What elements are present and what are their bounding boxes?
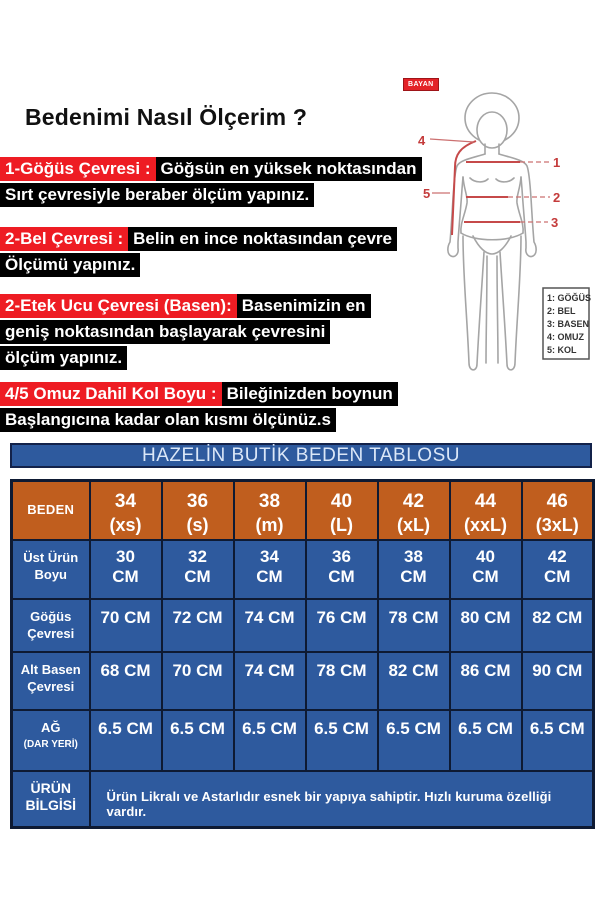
figure-right-leg: [500, 236, 521, 370]
size-tag: (3xL): [535, 515, 579, 535]
instruction-line: [0, 253, 440, 277]
row-label: ÜRÜN BİLGİSİ: [12, 771, 90, 828]
table-title: HAZELİN BUTİK BEDEN TABLOSU: [10, 443, 592, 468]
table-cell: 82 CM: [522, 599, 594, 652]
row-gogus-cevresi: [12, 599, 594, 652]
instruction-line: [0, 157, 440, 181]
row-ag-dar-yeri: [12, 710, 594, 771]
instruction-paragraph-kol: [0, 382, 440, 434]
size-num: 42: [402, 491, 425, 512]
row-label: Alt Basen Çevresi: [12, 652, 90, 710]
marker-4: 4: [418, 133, 426, 148]
table-cell: 78 CM: [378, 599, 450, 652]
product-info-text: Ürün Likralı ve Astarlıdır esnek bir yapıya sahiptir. Hızlı kuruma özelliği vardır.: [90, 771, 594, 828]
marker-2: 2: [553, 190, 561, 205]
instruction-label: 2-Bel Çevresi :: [0, 227, 128, 251]
size-col-40: [306, 481, 378, 540]
size-num: 44: [474, 491, 497, 512]
table-cell: 6.5 CM: [306, 710, 378, 771]
table-cell: 6.5 CM: [162, 710, 234, 771]
instruction-text: Göğsün en yüksek noktasından: [156, 157, 422, 181]
size-num: 34: [114, 491, 137, 512]
instruction-text: ölçüm yapınız.: [0, 346, 127, 370]
table-cell: 70 CM: [90, 599, 162, 652]
row-label: AĞ (DAR YERİ): [12, 710, 90, 771]
table-cell: 38 CM: [378, 540, 450, 599]
instruction-line: [0, 294, 440, 318]
table-cell: 78 CM: [306, 652, 378, 710]
table-cell: 80 CM: [450, 599, 522, 652]
header-beden: BEDEN: [12, 481, 90, 540]
instruction-label: 1-Göğüs Çevresi :: [0, 157, 156, 181]
row-urun-bilgisi: [12, 771, 594, 828]
table-cell: 40 CM: [450, 540, 522, 599]
figure-inner-legs: [486, 256, 498, 363]
figure-chest: [470, 178, 514, 182]
table-cell: 86 CM: [450, 652, 522, 710]
legend-item-kol: 5: KOL: [547, 345, 577, 355]
row-label: Üst Ürün Boyu: [12, 540, 90, 599]
table-cell: 6.5 CM: [522, 710, 594, 771]
instruction-text: Başlangıcına kadar olan kısmı ölçünüz.s: [0, 408, 336, 432]
instruction-text: Basenimizin en: [237, 294, 371, 318]
figure-outline: [448, 93, 536, 370]
marker-3: 3: [551, 215, 559, 230]
size-num: 36: [186, 491, 209, 512]
row-alt-basen-cevresi: [12, 652, 594, 710]
figure-legend: [543, 288, 591, 359]
instruction-line: [0, 346, 440, 370]
size-tag: (xxL): [463, 515, 507, 535]
size-tag: (L): [330, 515, 353, 535]
instruction-line: [0, 183, 440, 207]
instruction-line: [0, 382, 440, 406]
table-cell: 70 CM: [162, 652, 234, 710]
table-cell: 82 CM: [378, 652, 450, 710]
instruction-label: 2-Etek Ucu Çevresi (Basen):: [0, 294, 237, 318]
table-cell: 76 CM: [306, 599, 378, 652]
instruction-line: [0, 227, 440, 251]
instruction-paragraph-basen: [0, 294, 440, 372]
size-tag: (s): [186, 515, 209, 535]
size-table: [10, 479, 595, 829]
table-cell: 90 CM: [522, 652, 594, 710]
table-cell: 42 CM: [522, 540, 594, 599]
connector-4: [430, 139, 474, 142]
size-col-46: [522, 481, 594, 540]
table-cell: 74 CM: [234, 599, 306, 652]
legend-item-omuz: 4: OMUZ: [547, 332, 584, 342]
row-label: Göğüs Çevresi: [12, 599, 90, 652]
instruction-text: Belin en ince noktasından çevre: [128, 227, 397, 251]
page-title: Bedenimi Nasıl Ölçerim ?: [25, 104, 308, 130]
instruction-text: geniş noktasından başlayarak çevresini: [0, 320, 330, 344]
row-ust-urun-boyu: [12, 540, 594, 599]
size-col-34: [90, 481, 162, 540]
instruction-text: Sırt çevresiyle beraber ölçüm yapınız.: [0, 183, 314, 207]
legend-item-bel: 2: BEL: [547, 306, 576, 316]
legend-item-gogus: 1: GÖĞÜS: [547, 293, 592, 303]
table-cell: 6.5 CM: [378, 710, 450, 771]
bayan-badge: BAYAN: [403, 78, 439, 91]
table-header-row: [12, 481, 594, 540]
table-cell: 36 CM: [306, 540, 378, 599]
size-tag: (xs): [109, 515, 142, 535]
size-num: 40: [330, 491, 353, 512]
size-col-42: [378, 481, 450, 540]
table-cell: 30 CM: [90, 540, 162, 599]
size-tag: (m): [255, 515, 284, 535]
instruction-line: [0, 320, 440, 344]
figure-hip-line: [461, 233, 523, 240]
legend-item-basen: 3: BASEN: [547, 319, 590, 329]
table-cell: 68 CM: [90, 652, 162, 710]
figure-left-leg: [463, 236, 484, 370]
table-cell: 6.5 CM: [90, 710, 162, 771]
instruction-label: 4/5 Omuz Dahil Kol Boyu :: [0, 382, 222, 406]
instruction-text: Ölçümü yapınız.: [0, 253, 140, 277]
marker-5: 5: [423, 186, 431, 201]
size-table-section: [10, 443, 592, 829]
table-cell: 6.5 CM: [450, 710, 522, 771]
size-col-44: [450, 481, 522, 540]
size-tag: (xL): [397, 515, 430, 535]
table-cell: 34 CM: [234, 540, 306, 599]
table-cell: 72 CM: [162, 599, 234, 652]
table-cell: 6.5 CM: [234, 710, 306, 771]
body-measurement-diagram: [400, 85, 600, 395]
size-col-38: [234, 481, 306, 540]
marker-1: 1: [553, 155, 561, 170]
figure-face: [477, 112, 507, 148]
size-num: 38: [258, 491, 281, 512]
table-cell: 32 CM: [162, 540, 234, 599]
instruction-line: [0, 408, 440, 432]
table-cell: 74 CM: [234, 652, 306, 710]
size-num: 46: [546, 491, 568, 512]
instruction-paragraph-gogus: [0, 157, 440, 209]
instruction-text: Bileğinizden boynun: [222, 382, 398, 406]
instruction-paragraph-bel: [0, 227, 440, 279]
size-col-36: [162, 481, 234, 540]
